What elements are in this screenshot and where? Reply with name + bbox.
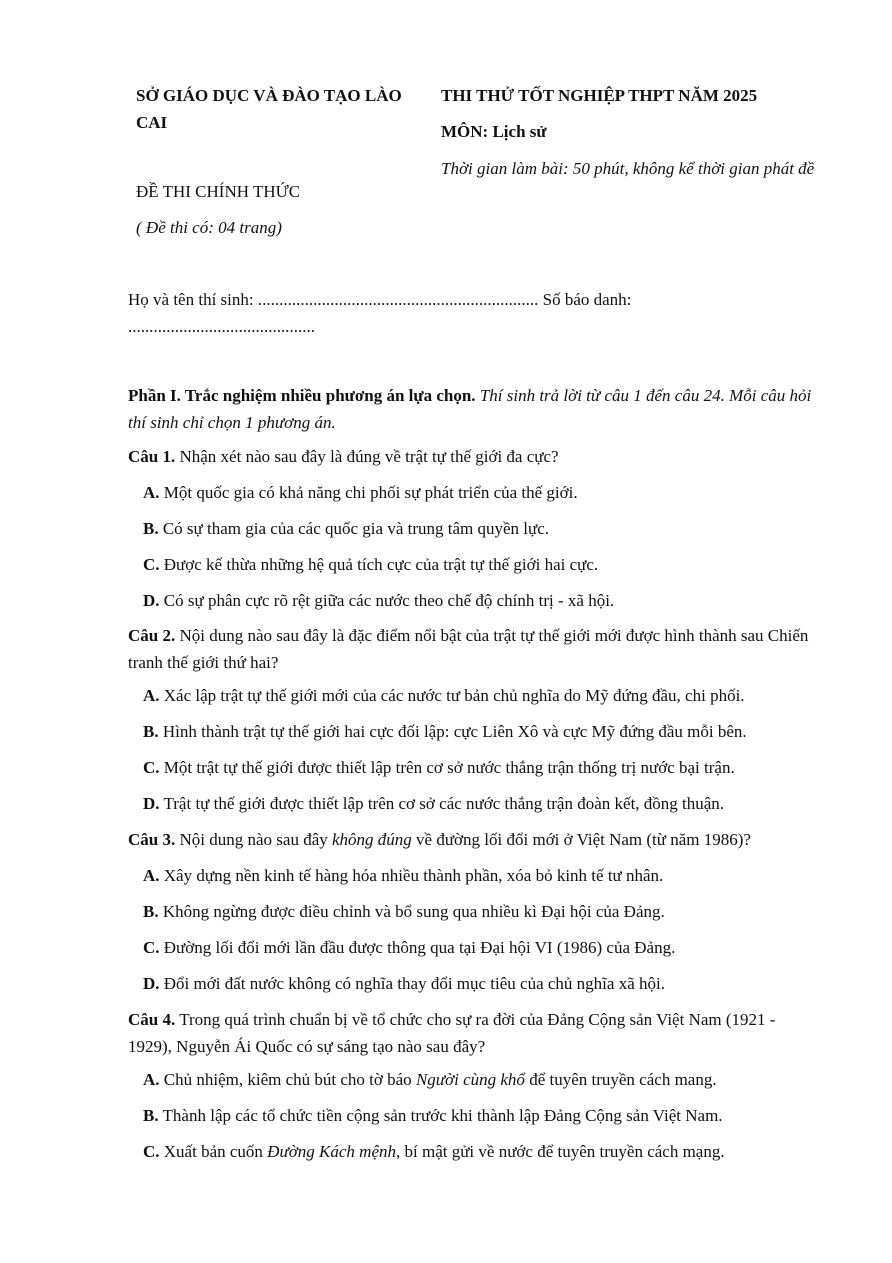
option-text: Chủ nhiệm, kiêm chủ bút cho tờ báo [163,1070,412,1089]
q3-option-d [143,970,823,997]
option-label: C. [143,1142,160,1161]
option-text: Có sự phân cực rõ rệt giữa các nước theo chế độ chính trị - xã hội. [163,591,615,610]
option-label: A. [143,1070,160,1089]
q2-option-b [143,718,823,745]
part-title: Phần I. Trắc nghiệm nhiều phương án lựa chọn. [128,386,476,405]
option-emphasis: Đường Kách mệnh [267,1142,396,1161]
id-dots: ............................................ [128,317,315,336]
option-text: Xây dựng nền kinh tế hàng hóa nhiều thành phần, xóa bỏ kinh tế tư nhân. [163,866,664,885]
q2-option-d [143,790,823,817]
option-text: Có sự tham gia của các quốc gia và trung tâm quyền lực. [162,519,550,538]
question-4 [128,1006,818,1060]
option-text: Trật tự thế giới được thiết lập trên cơ sở các nước thắng trận đoàn kết, đồng thuận. [163,794,725,813]
option-text: Không ngừng được điều chỉnh và bổ sung qua nhiều kì Đại hội của Đảng. [162,902,665,921]
question-emphasis: không đúng [332,830,412,849]
question-1 [128,443,818,470]
option-text: Được kế thừa những hệ quả tích cực của trật tự thế giới hai cực. [163,555,599,574]
question-text: Nội dung nào sau đây [179,830,328,849]
option-text: Xuất bản cuốn [163,1142,263,1161]
q2-option-c [143,754,823,781]
candidate-info [128,286,808,340]
part-heading [128,382,818,436]
option-label: B. [143,722,159,741]
option-label: B. [143,902,159,921]
option-label: A. [143,686,160,705]
question-label: Câu 3. [128,830,176,849]
q1-option-b [143,515,823,542]
id-label: Số báo danh: [542,290,632,309]
q4-option-a [143,1066,823,1093]
q4-option-c [143,1138,823,1165]
option-label: C. [143,555,160,574]
option-text: Một trật tự thế giới được thiết lập trên cơ sở nước thắng trận thống trị nước bại trận. [163,758,735,777]
option-label: D. [143,794,160,813]
page-count: ( Đề thi có: 04 trang) [136,218,282,237]
option-label: B. [143,1106,159,1125]
option-emphasis: Người cùng khổ [415,1070,525,1089]
option-text: Đổi mới đất nước không có nghĩa thay đổi mục tiêu của chủ nghĩa xã hội. [163,974,665,993]
question-label: Câu 4. [128,1010,176,1029]
question-3 [128,826,818,853]
question-label: Câu 1. [128,447,176,466]
question-label: Câu 2. [128,626,176,645]
option-text: Đường lối đổi mới lần đầu được thông qua tại Đại hội VI (1986) của Đảng. [163,938,676,957]
option-text-end: , bí mật gửi về nước để tuyên truyền cách mạng. [396,1142,725,1161]
q1-option-d [143,587,823,614]
q1-option-a [143,479,823,506]
department-name: SỞ GIÁO DỤC VÀ ĐÀO TẠO LÀO CAI [136,86,402,132]
exam-title: THI THỬ TỐT NGHIỆP THPT NĂM 2025 [441,86,758,105]
question-text: Trong quá trình chuẩn bị về tổ chức cho sự ra đời của Đảng Cộng sản Việt Nam (1921 - 1929), Nguyễn Ái Quốc có sự sáng tạo nào sau đây? [128,1010,776,1056]
q1-option-c [143,551,823,578]
option-text: Hình thành trật tự thế giới hai cực đối lập: cực Liên Xô và cực Mỹ đứng đầu mỗi bên. [162,722,747,741]
subject-line [441,118,547,145]
option-label: C. [143,938,160,957]
q4-option-b [143,1102,823,1129]
option-label: C. [143,758,160,777]
official-label: ĐỀ THI CHÍNH THỨC [136,182,301,201]
option-label: A. [143,866,160,885]
q3-option-a [143,862,823,889]
question-text-end: về đường lối đổi mới ở Việt Nam (từ năm 1986)? [416,830,751,849]
option-text: Xác lập trật tự thế giới mới của các nước tư bản chủ nghĩa do Mỹ đứng đầu, chi phối. [163,686,745,705]
part-instruction: Thí sinh trả lời từ câu 1 đến câu 24. Mỗi câu hỏi thí sinh chỉ chọn 1 phương án. [128,386,812,432]
option-label: D. [143,591,160,610]
name-label: Họ và tên thí sinh: [128,290,254,309]
q2-option-a [143,682,823,709]
question-2 [128,622,818,676]
subject-name: Lịch sử [492,122,547,141]
time-note: Thời gian làm bài: 50 phút, không kể thời gian phát đề [441,159,815,178]
question-text: Nội dung nào sau đây là đặc điểm nổi bật của trật tự thế giới mới được hình thành sau Chiến tranh thế giới thứ hai? [128,626,809,672]
option-label: B. [143,519,159,538]
option-label: A. [143,483,160,502]
option-text: Thành lập các tổ chức tiền cộng sản trước khi thành lập Đảng Cộng sản Việt Nam. [162,1106,723,1125]
question-text: Nhận xét nào sau đây là đúng về trật tự thế giới đa cực? [179,447,559,466]
subject-label: MÔN: [441,122,489,141]
option-text: Một quốc gia có khả năng chi phối sự phát triển của thế giới. [163,483,578,502]
option-label: D. [143,974,160,993]
q3-option-b [143,898,823,925]
option-text-end: để tuyên truyền cách mang. [529,1070,717,1089]
q3-option-c [143,934,823,961]
name-dots: .................................................................. [257,290,539,309]
